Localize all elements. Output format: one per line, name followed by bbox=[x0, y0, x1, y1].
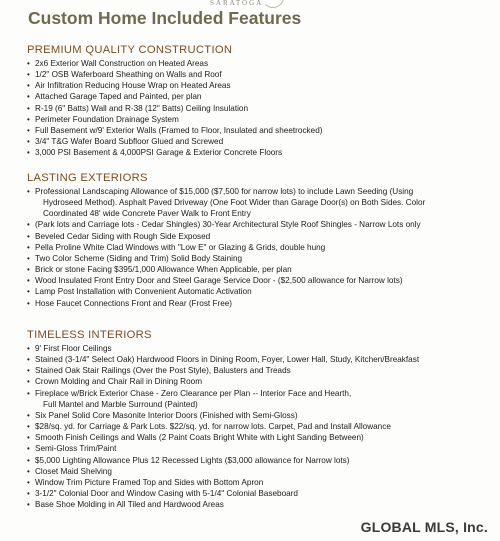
list-item-text: Full Mantel and Marble Surround (Painted) bbox=[43, 399, 198, 409]
list-item-text: • Perimeter Foundation Drainage System bbox=[35, 114, 179, 124]
list-item bbox=[27, 58, 493, 69]
list-item bbox=[27, 421, 493, 432]
list-item bbox=[27, 298, 493, 309]
list-item-text: • Crown Molding and Chair Rail in Dining Room bbox=[35, 377, 203, 387]
list-item bbox=[27, 147, 493, 158]
list-item bbox=[27, 365, 493, 376]
list-item bbox=[27, 343, 493, 354]
section-timeless-interiors bbox=[27, 329, 493, 510]
list-item bbox=[27, 388, 493, 410]
list-item-text: • Stained (3-1/4" Select Oak) Hardwood Floors in Dining Room, Foyer, Lower Hall, Study, Kitchen/Breakfast bbox=[35, 355, 420, 365]
list-item-text: • Two Color Scheme (Siding and Trim) Solid Body Staining bbox=[35, 253, 243, 263]
list-item-text: • Window Trim Picture Framed Top and Sides with Bottom Apron bbox=[35, 477, 264, 487]
section-heading: LASTING EXTERIORS bbox=[27, 172, 148, 184]
list-item-text: • Professional Landscaping Allowance of $15,000 ($7,500 for narrow lots) to include Lawn Seeding (Using bbox=[35, 187, 414, 196]
list-item-text: • 3,000 PSI Basement & 4,000PSI Garage & Exterior Concrete Floors bbox=[35, 148, 283, 158]
list-item-text: • 3-1/2" Colonial Door and Window Casing with 5-1/4" Colonial Baseboard bbox=[35, 489, 298, 499]
logo-text: SARATOGA bbox=[210, 0, 264, 7]
page-title: Custom Home Included Features bbox=[28, 8, 302, 28]
list-item bbox=[27, 477, 493, 488]
list-item-text: • Smooth Finish Ceilings and Walls (2 Paint Coats Bright White with Light Sanding Between) bbox=[35, 433, 364, 443]
watermark: GLOBAL MLS, Inc. bbox=[360, 519, 488, 535]
list-item bbox=[27, 253, 493, 264]
list-item bbox=[27, 466, 493, 477]
list-item bbox=[27, 410, 493, 421]
list-item-text: • 9' First Floor Ceilings bbox=[35, 344, 112, 353]
list-item bbox=[27, 488, 493, 499]
list-item bbox=[27, 432, 493, 443]
list-item bbox=[27, 455, 493, 466]
list-item bbox=[27, 69, 493, 80]
list-item bbox=[27, 499, 493, 510]
list-item bbox=[27, 264, 493, 275]
list-item-text: Coordinated 48' wide Concrete Paver Walk to Front Entry bbox=[43, 209, 251, 219]
list-item bbox=[27, 443, 493, 454]
list-item-text: • Lamp Post Installation with Convenient Automatic Activation bbox=[35, 287, 252, 297]
list-item bbox=[27, 91, 493, 102]
section-heading: TIMELESS INTERIORS bbox=[27, 329, 152, 341]
list-item-text: Hydroseed Method). Asphalt Paved Driveway (One Foot Wider than Garage Door(s) on Both Sides. Color bbox=[43, 198, 426, 208]
list-item-text: • Fireplace w/Brick Exterior Chase - Zero Clearance per Plan -- Interior Face and Hearth, bbox=[35, 388, 352, 398]
list-item-text: • $28/sq. yd. for Carriage & Park Lots. $22/sq. yd. for narrow lots. Carpet, Pad and Install Allowance bbox=[35, 422, 391, 432]
feature-list bbox=[27, 186, 493, 309]
list-item-text: • Full Basement w/9' Exterior Walls (Framed to Floor, Insulated and sheetrocked) bbox=[35, 125, 323, 135]
list-item bbox=[27, 376, 493, 387]
list-item-text: • Wood Insulated Front Entry Door and Steel Garage Service Door - ($2,500 allowance for Narrow lots) bbox=[35, 276, 403, 286]
feature-list bbox=[27, 58, 493, 158]
logo-arc bbox=[262, 0, 284, 8]
list-item-text: • Base Shoe Molding in All Tiled and Hardwood Areas bbox=[35, 500, 224, 510]
list-item-text: • Stained Oak Stair Railings (Over the Post Style), Balusters and Treads bbox=[35, 366, 291, 376]
list-item-text: • Hose Faucet Connections Front and Rear (Frost Free) bbox=[35, 298, 233, 308]
list-item bbox=[27, 114, 493, 125]
list-item bbox=[27, 186, 493, 219]
list-item-text: • Air Infiltration Reducing House Wrap on Heated Areas bbox=[35, 81, 231, 91]
list-item-text: • Closet Maid Shelving bbox=[35, 466, 112, 476]
list-item-text: • 2x6 Exterior Wall Construction on Heated Areas bbox=[35, 59, 209, 68]
list-item-text: • Six Panel Solid Core Masonite Interior Doors (Finished with Semi-Gloss) bbox=[35, 410, 298, 420]
list-item bbox=[27, 136, 493, 147]
list-item-text: • (Park lots and Carriage lots - Cedar Shingles) 30-Year Architectural Style Roof Shingles - Narrow Lots only bbox=[35, 220, 421, 230]
list-item-text: • $5,000 Lighting Allowance Plus 12 Recessed Lights ($3,000 allowance for Narrow lots) bbox=[35, 455, 350, 465]
feature-list bbox=[27, 343, 493, 510]
list-item bbox=[27, 80, 493, 91]
list-item-text: • 1/2" OSB Waferboard Sheathing on Walls and Roof bbox=[35, 70, 222, 80]
section-premium-construction bbox=[27, 44, 493, 158]
list-item bbox=[27, 219, 493, 230]
list-item bbox=[27, 125, 493, 136]
list-item-text: • Semi-Gloss Trim/Paint bbox=[35, 444, 117, 454]
section-heading: PREMIUM QUALITY CONSTRUCTION bbox=[27, 44, 233, 56]
list-item bbox=[27, 275, 493, 286]
list-item bbox=[27, 354, 493, 365]
list-item bbox=[27, 242, 493, 253]
list-item-text: • 3/4" T&G Wafer Board Subfloor Glued and Screwed bbox=[35, 137, 224, 147]
list-item bbox=[27, 103, 493, 114]
section-lasting-exteriors bbox=[27, 172, 493, 309]
list-item-text: • Pella Proline White Clad Windows with "Low E" or Glazing & Grids, double hung bbox=[35, 242, 326, 252]
list-item-text: • Brick or stone Facing $395/1,000 Allowance When Applicable, per plan bbox=[35, 265, 292, 275]
list-item-text: • R-19 (6" Batts) Wall and R-38 (12" Batts) Ceiling Insulation bbox=[35, 103, 249, 113]
list-item bbox=[27, 231, 493, 242]
list-item-text: • Attached Garage Taped and Painted, per plan bbox=[35, 92, 202, 102]
list-item-text: • Beveled Cedar Siding with Rough Side Exposed bbox=[35, 231, 211, 241]
list-item bbox=[27, 286, 493, 297]
